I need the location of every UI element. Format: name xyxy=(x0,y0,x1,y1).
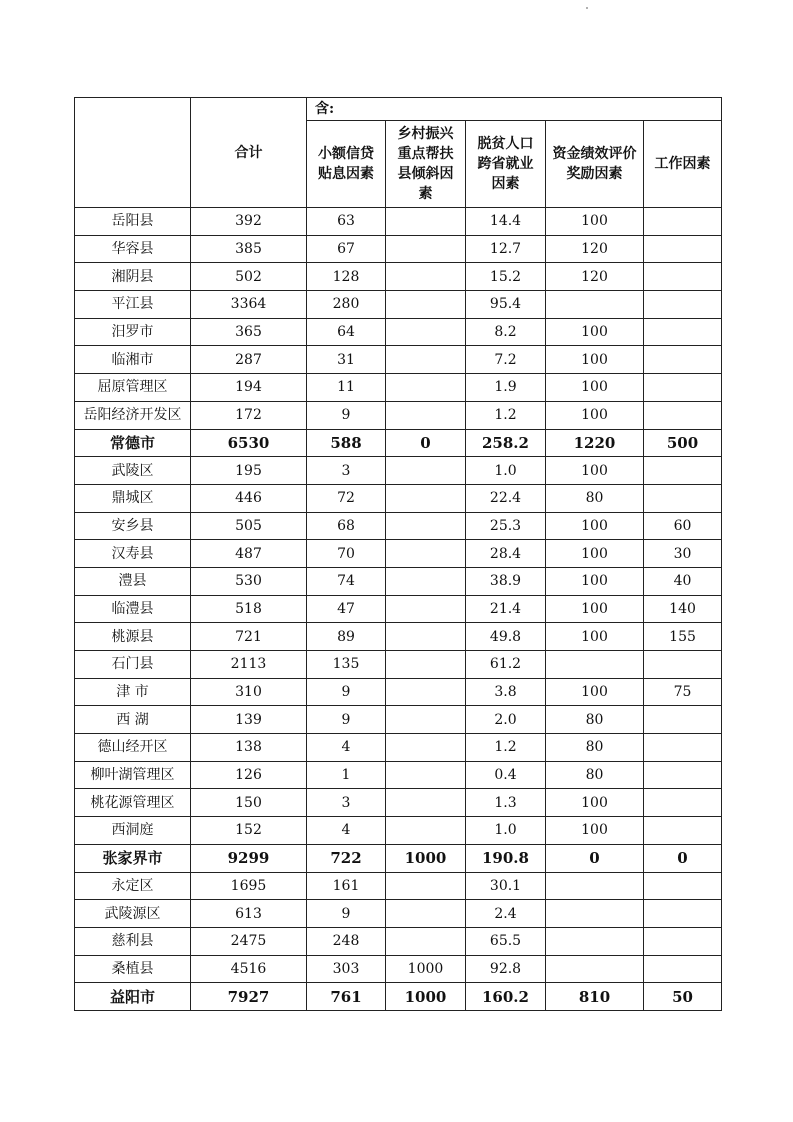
table-row xyxy=(75,457,722,485)
microcredit-value: 31 xyxy=(307,346,386,374)
region-name: 桑植县 xyxy=(75,955,191,983)
work-value: 30 xyxy=(644,540,722,568)
microcredit-value: 4 xyxy=(307,817,386,845)
work-value xyxy=(644,291,722,319)
microcredit-value: 135 xyxy=(307,651,386,679)
key-county-value xyxy=(386,872,466,900)
total-value: 287 xyxy=(191,346,307,374)
performance-value: 80 xyxy=(546,706,644,734)
cross-province-value: 1.0 xyxy=(466,817,546,845)
performance-value: 100 xyxy=(546,346,644,374)
cross-province-value: 12.7 xyxy=(466,235,546,263)
work-value: 155 xyxy=(644,623,722,651)
key-county-value xyxy=(386,374,466,402)
microcredit-value: 89 xyxy=(307,623,386,651)
cross-province-value: 2.0 xyxy=(466,706,546,734)
performance-value: 100 xyxy=(546,678,644,706)
table-row xyxy=(75,900,722,928)
region-name: 柳叶湖管理区 xyxy=(75,761,191,789)
header-total: 合计 xyxy=(191,98,307,208)
table-row xyxy=(75,567,722,595)
cross-province-value: 30.1 xyxy=(466,872,546,900)
table-row xyxy=(75,263,722,291)
table-row xyxy=(75,678,722,706)
table-row xyxy=(75,401,722,429)
cross-province-value: 3.8 xyxy=(466,678,546,706)
key-county-value xyxy=(386,263,466,291)
key-county-value xyxy=(386,291,466,319)
region-name: 桃花源管理区 xyxy=(75,789,191,817)
work-value xyxy=(644,374,722,402)
total-value: 139 xyxy=(191,706,307,734)
total-value: 530 xyxy=(191,567,307,595)
microcredit-value: 9 xyxy=(307,401,386,429)
performance-value xyxy=(546,291,644,319)
total-value: 3364 xyxy=(191,291,307,319)
work-value xyxy=(644,401,722,429)
work-value: 140 xyxy=(644,595,722,623)
cross-province-value: 95.4 xyxy=(466,291,546,319)
key-county-value xyxy=(386,318,466,346)
work-value xyxy=(644,346,722,374)
cross-province-value: 15.2 xyxy=(466,263,546,291)
key-county-value xyxy=(386,734,466,762)
performance-value xyxy=(546,955,644,983)
region-name: 德山经开区 xyxy=(75,734,191,762)
performance-value: 100 xyxy=(546,512,644,540)
cross-province-value: 1.9 xyxy=(466,374,546,402)
table-row xyxy=(75,540,722,568)
performance-value xyxy=(546,651,644,679)
table-row xyxy=(75,346,722,374)
city-row xyxy=(75,844,722,872)
table-row xyxy=(75,955,722,983)
key-county-value: 0 xyxy=(386,429,466,457)
performance-value: 100 xyxy=(546,208,644,236)
key-county-value xyxy=(386,817,466,845)
total-value: 150 xyxy=(191,789,307,817)
work-value xyxy=(644,927,722,955)
microcredit-value: 9 xyxy=(307,706,386,734)
cross-province-value: 2.4 xyxy=(466,900,546,928)
table-row xyxy=(75,817,722,845)
performance-value: 0 xyxy=(546,844,644,872)
key-county-value xyxy=(386,595,466,623)
key-county-value xyxy=(386,567,466,595)
cross-province-value: 190.8 xyxy=(466,844,546,872)
work-value: 40 xyxy=(644,567,722,595)
microcredit-value: 280 xyxy=(307,291,386,319)
work-value xyxy=(644,789,722,817)
performance-value xyxy=(546,927,644,955)
cross-province-value: 21.4 xyxy=(466,595,546,623)
region-name: 平江县 xyxy=(75,291,191,319)
cross-province-value: 1.3 xyxy=(466,789,546,817)
work-value xyxy=(644,734,722,762)
cross-province-value: 28.4 xyxy=(466,540,546,568)
table-row xyxy=(75,789,722,817)
total-value: 487 xyxy=(191,540,307,568)
key-county-value: 1000 xyxy=(386,955,466,983)
microcredit-value: 1 xyxy=(307,761,386,789)
key-county-value xyxy=(386,457,466,485)
total-value: 613 xyxy=(191,900,307,928)
table-row xyxy=(75,734,722,762)
key-county-value xyxy=(386,927,466,955)
city-row xyxy=(75,429,722,457)
work-value xyxy=(644,651,722,679)
region-name: 慈利县 xyxy=(75,927,191,955)
cross-province-value: 160.2 xyxy=(466,983,546,1011)
table-row xyxy=(75,927,722,955)
microcredit-value: 303 xyxy=(307,955,386,983)
region-name: 澧县 xyxy=(75,567,191,595)
key-county-value xyxy=(386,678,466,706)
microcredit-value: 67 xyxy=(307,235,386,263)
region-name: 桃源县 xyxy=(75,623,191,651)
cross-province-value: 0.4 xyxy=(466,761,546,789)
key-county-value xyxy=(386,346,466,374)
key-county-value xyxy=(386,208,466,236)
table-row xyxy=(75,374,722,402)
cross-province-value: 61.2 xyxy=(466,651,546,679)
region-name: 张家界市 xyxy=(75,844,191,872)
region-name: 石门县 xyxy=(75,651,191,679)
performance-value: 100 xyxy=(546,318,644,346)
microcredit-value: 3 xyxy=(307,789,386,817)
table-row xyxy=(75,484,722,512)
microcredit-value: 68 xyxy=(307,512,386,540)
header-row-top xyxy=(75,98,722,121)
total-value: 138 xyxy=(191,734,307,762)
microcredit-value: 74 xyxy=(307,567,386,595)
total-value: 2113 xyxy=(191,651,307,679)
work-value xyxy=(644,817,722,845)
key-county-value xyxy=(386,623,466,651)
microcredit-value: 128 xyxy=(307,263,386,291)
cross-province-value: 14.4 xyxy=(466,208,546,236)
total-value: 518 xyxy=(191,595,307,623)
total-value: 392 xyxy=(191,208,307,236)
key-county-value xyxy=(386,512,466,540)
work-value xyxy=(644,955,722,983)
cross-province-value: 1.2 xyxy=(466,734,546,762)
total-value: 126 xyxy=(191,761,307,789)
table-row xyxy=(75,291,722,319)
key-county-value xyxy=(386,235,466,263)
microcredit-value: 70 xyxy=(307,540,386,568)
total-value: 385 xyxy=(191,235,307,263)
microcredit-value: 3 xyxy=(307,457,386,485)
work-value xyxy=(644,318,722,346)
microcredit-value: 11 xyxy=(307,374,386,402)
work-value xyxy=(644,457,722,485)
region-name: 汉寿县 xyxy=(75,540,191,568)
region-name: 西 湖 xyxy=(75,706,191,734)
key-county-value xyxy=(386,900,466,928)
cross-province-value: 258.2 xyxy=(466,429,546,457)
allocation-table xyxy=(74,97,722,1011)
table-row xyxy=(75,706,722,734)
total-value: 4516 xyxy=(191,955,307,983)
work-value xyxy=(644,263,722,291)
work-value xyxy=(644,208,722,236)
work-value: 50 xyxy=(644,983,722,1011)
region-name: 岳阳经济开发区 xyxy=(75,401,191,429)
work-value xyxy=(644,706,722,734)
key-county-value xyxy=(386,651,466,679)
microcredit-value: 64 xyxy=(307,318,386,346)
key-county-value xyxy=(386,761,466,789)
performance-value xyxy=(546,900,644,928)
key-county-value xyxy=(386,401,466,429)
performance-value: 100 xyxy=(546,595,644,623)
microcredit-value: 4 xyxy=(307,734,386,762)
key-county-value: 1000 xyxy=(386,844,466,872)
cross-province-value: 65.5 xyxy=(466,927,546,955)
key-county-value: 1000 xyxy=(386,983,466,1011)
region-name: 安乡县 xyxy=(75,512,191,540)
region-name: 永定区 xyxy=(75,872,191,900)
performance-value: 100 xyxy=(546,567,644,595)
scan-speck xyxy=(586,7,588,9)
total-value: 2475 xyxy=(191,927,307,955)
city-row xyxy=(75,983,722,1011)
region-name: 岳阳县 xyxy=(75,208,191,236)
cross-province-value: 1.0 xyxy=(466,457,546,485)
total-value: 502 xyxy=(191,263,307,291)
header-col-cross-province: 脱贫人口跨省就业因素 xyxy=(466,121,546,208)
total-value: 9299 xyxy=(191,844,307,872)
region-name: 屈原管理区 xyxy=(75,374,191,402)
table-row xyxy=(75,651,722,679)
cross-province-value: 1.2 xyxy=(466,401,546,429)
performance-value: 100 xyxy=(546,374,644,402)
header-col-performance: 资金绩效评价奖励因素 xyxy=(546,121,644,208)
total-value: 7927 xyxy=(191,983,307,1011)
microcredit-value: 761 xyxy=(307,983,386,1011)
region-name: 津 市 xyxy=(75,678,191,706)
cross-province-value: 38.9 xyxy=(466,567,546,595)
total-value: 505 xyxy=(191,512,307,540)
region-name: 湘阴县 xyxy=(75,263,191,291)
microcredit-value: 63 xyxy=(307,208,386,236)
header-region-cell xyxy=(75,98,191,208)
microcredit-value: 161 xyxy=(307,872,386,900)
work-value: 60 xyxy=(644,512,722,540)
region-name: 华容县 xyxy=(75,235,191,263)
cross-province-value: 8.2 xyxy=(466,318,546,346)
microcredit-value: 9 xyxy=(307,678,386,706)
key-county-value xyxy=(386,706,466,734)
work-value: 0 xyxy=(644,844,722,872)
microcredit-value: 722 xyxy=(307,844,386,872)
table-row xyxy=(75,595,722,623)
microcredit-value: 9 xyxy=(307,900,386,928)
table-row xyxy=(75,761,722,789)
total-value: 152 xyxy=(191,817,307,845)
region-name: 益阳市 xyxy=(75,983,191,1011)
region-name: 临澧县 xyxy=(75,595,191,623)
header-col-work: 工作因素 xyxy=(644,121,722,208)
region-name: 汨罗市 xyxy=(75,318,191,346)
total-value: 195 xyxy=(191,457,307,485)
performance-value: 1220 xyxy=(546,429,644,457)
table-row xyxy=(75,208,722,236)
performance-value: 100 xyxy=(546,540,644,568)
table-row xyxy=(75,512,722,540)
work-value: 500 xyxy=(644,429,722,457)
performance-value: 810 xyxy=(546,983,644,1011)
cross-province-value: 7.2 xyxy=(466,346,546,374)
performance-value: 100 xyxy=(546,817,644,845)
total-value: 6530 xyxy=(191,429,307,457)
performance-value: 120 xyxy=(546,263,644,291)
microcredit-value: 248 xyxy=(307,927,386,955)
performance-value: 100 xyxy=(546,401,644,429)
total-value: 194 xyxy=(191,374,307,402)
table-row xyxy=(75,623,722,651)
table-row xyxy=(75,872,722,900)
header-contains: 含: xyxy=(307,98,722,121)
performance-value: 80 xyxy=(546,761,644,789)
region-name: 常德市 xyxy=(75,429,191,457)
work-value xyxy=(644,900,722,928)
region-name: 临湘市 xyxy=(75,346,191,374)
header-col-microcredit: 小额信贷贴息因素 xyxy=(307,121,386,208)
microcredit-value: 588 xyxy=(307,429,386,457)
performance-value: 80 xyxy=(546,484,644,512)
performance-value: 120 xyxy=(546,235,644,263)
key-county-value xyxy=(386,540,466,568)
region-name: 武陵区 xyxy=(75,457,191,485)
cross-province-value: 92.8 xyxy=(466,955,546,983)
total-value: 446 xyxy=(191,484,307,512)
cross-province-value: 25.3 xyxy=(466,512,546,540)
microcredit-value: 47 xyxy=(307,595,386,623)
header-col-key-county: 乡村振兴重点帮扶县倾斜因素 xyxy=(386,121,466,208)
performance-value: 80 xyxy=(546,734,644,762)
table-row xyxy=(75,235,722,263)
table-row xyxy=(75,318,722,346)
work-value xyxy=(644,484,722,512)
work-value xyxy=(644,761,722,789)
total-value: 310 xyxy=(191,678,307,706)
cross-province-value: 49.8 xyxy=(466,623,546,651)
region-name: 武陵源区 xyxy=(75,900,191,928)
work-value: 75 xyxy=(644,678,722,706)
total-value: 365 xyxy=(191,318,307,346)
total-value: 1695 xyxy=(191,872,307,900)
total-value: 721 xyxy=(191,623,307,651)
region-name: 西洞庭 xyxy=(75,817,191,845)
performance-value xyxy=(546,872,644,900)
microcredit-value: 72 xyxy=(307,484,386,512)
work-value xyxy=(644,872,722,900)
work-value xyxy=(644,235,722,263)
cross-province-value: 22.4 xyxy=(466,484,546,512)
key-county-value xyxy=(386,484,466,512)
performance-value: 100 xyxy=(546,789,644,817)
key-county-value xyxy=(386,789,466,817)
region-name: 鼎城区 xyxy=(75,484,191,512)
performance-value: 100 xyxy=(546,457,644,485)
total-value: 172 xyxy=(191,401,307,429)
performance-value: 100 xyxy=(546,623,644,651)
